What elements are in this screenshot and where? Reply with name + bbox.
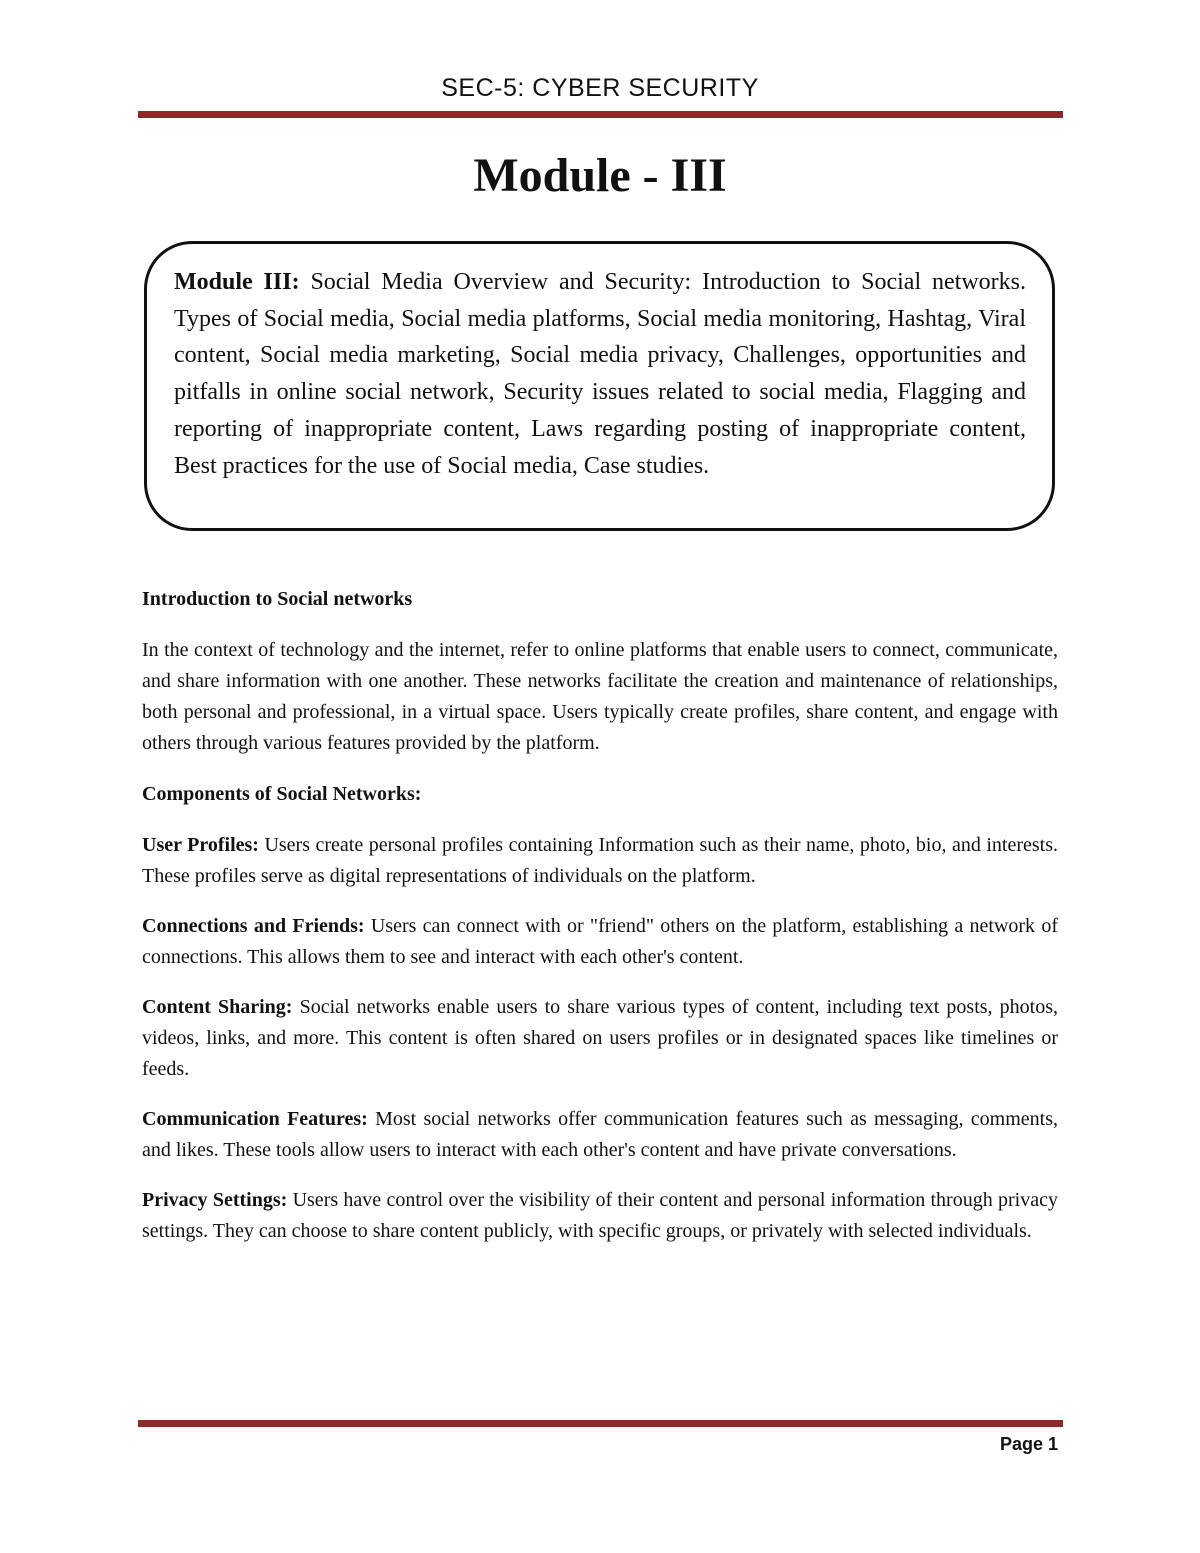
component-term: User Profiles: (142, 834, 259, 856)
component-text: Social networks enable users to share various types of content, including text posts, photos, videos, links, and more. This content is often shared on users profiles or in designated spaces like timelines or feeds. (142, 996, 1058, 1080)
module-box-label: Module III: (174, 269, 300, 295)
component-item-privacy (142, 1185, 1058, 1247)
module-title: Module - III (473, 149, 727, 202)
component-term: Connections and Friends: (142, 915, 365, 937)
component-item-communication (142, 1104, 1058, 1166)
page-header-title: SEC-5: CYBER SECURITY (441, 74, 759, 102)
component-text: Users create personal profiles containing Information such as their name, photo, bio, and interests. These profiles serve as digital representations of individuals on the platform. (142, 834, 1058, 887)
intro-paragraph: In the context of technology and the internet, refer to online platforms that enable users to connect, communicate, and share information with one another. These networks facilitate the creation and maintenance of relationships, both personal and professional, in a virtual space. Users typically create profiles, share content, and engage with others through various features provided by the platform. (142, 639, 1058, 754)
footer-rule (138, 1420, 1063, 1427)
component-term: Privacy Settings: (142, 1189, 288, 1211)
header-rule (138, 111, 1063, 118)
component-item-connections (142, 911, 1058, 973)
component-text: Most social networks offer communication features such as messaging, comments, and likes. These tools allow users to interact with each other's content and have private conversations. (142, 1108, 1058, 1161)
component-text: Users can connect with or "friend" others on the platform, establishing a network of connections. This allows them to see and interact with each other's content. (142, 915, 1058, 968)
component-item-user-profiles (142, 830, 1058, 892)
module-syllabus-text (174, 264, 1026, 484)
module-box-text: Social Media Overview and Security: Introduction to Social networks. Types of Social media, Social media platforms, Social media monitoring, Hashtag, Viral content, Social media marketing, Social media privacy, Challenges, opportunities and pitfalls in online social network, Security issues related to social media, Flagging and reporting of inappropriate content, Laws regarding posting of inappropriate content, Best practices for the use of Social media, Case studies. (174, 269, 1026, 479)
intro-heading: Introduction to Social networks (142, 588, 413, 610)
component-term: Content Sharing: (142, 996, 293, 1018)
component-term: Communication Features: (142, 1108, 368, 1130)
component-item-content-sharing (142, 992, 1058, 1085)
module-syllabus-box (144, 241, 1055, 531)
main-content (142, 584, 1058, 1266)
component-text: Users have control over the visibility of their content and personal information through privacy settings. They can choose to share content publicly, with specific groups, or privately with selected individuals. (142, 1189, 1058, 1242)
page-number: Page 1 (999, 1434, 1058, 1454)
components-heading: Components of Social Networks: (142, 783, 422, 805)
